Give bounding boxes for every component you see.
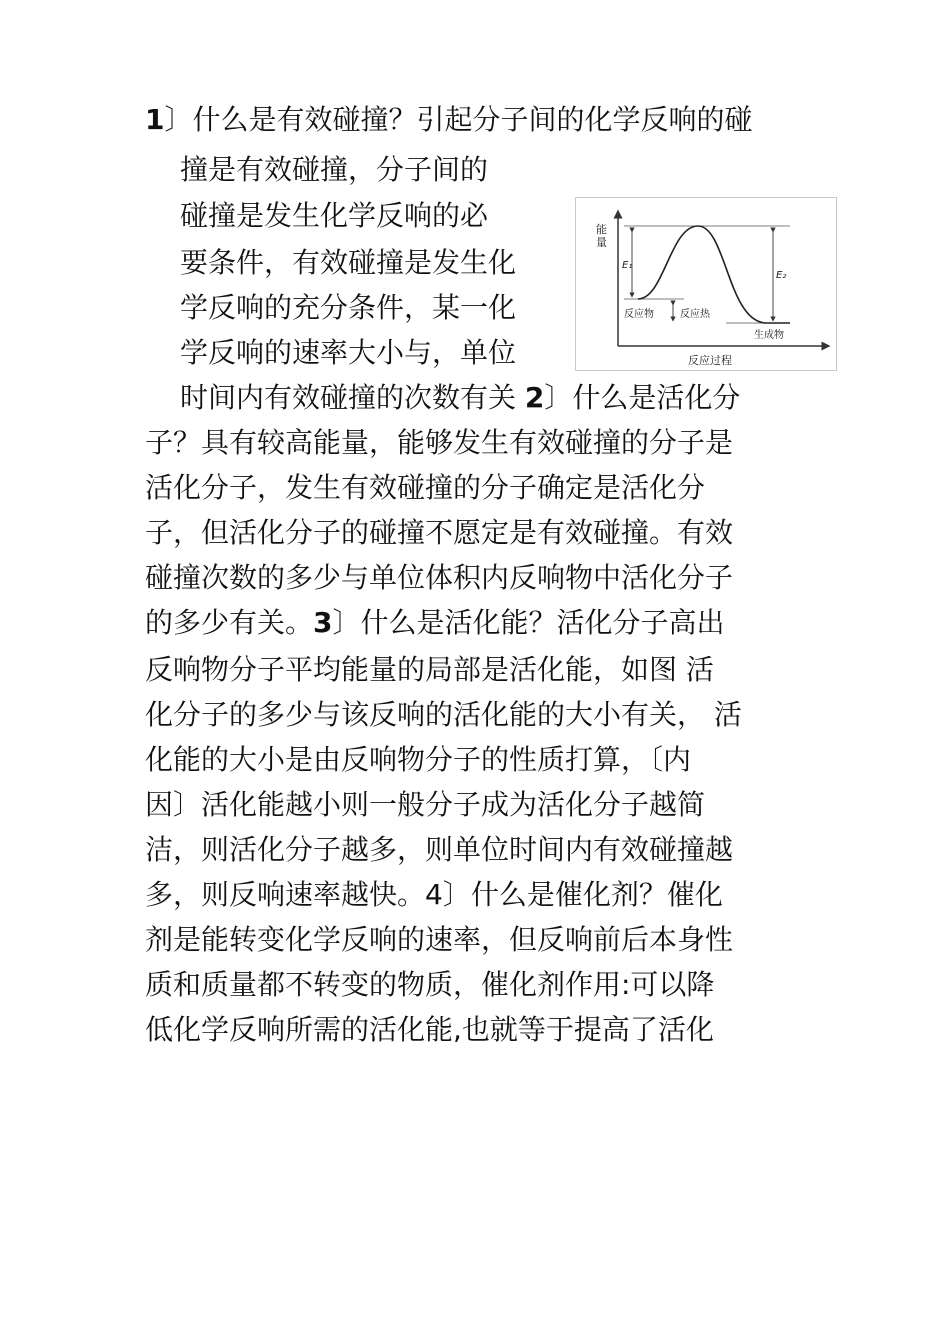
question-number: 3 xyxy=(313,606,333,639)
text-line-11: 碰撞次数的多少与单位体积内反响物中活化分子 xyxy=(145,561,734,594)
text-line-21: 低化学反响所需的活化能,也就等于提高了活化 xyxy=(145,1013,714,1046)
product-label: 生成物 xyxy=(754,330,784,341)
energy-profile-figure xyxy=(575,197,837,371)
text-line-19: 剂是能转变化学反响的速率，但反响前后本身性 xyxy=(145,923,734,956)
text-line-8: 子？具有较高能量，能够发生有效碰撞的分子是 xyxy=(145,426,734,459)
question-number: 2 xyxy=(524,381,545,414)
x-axis-label: 反应过程 xyxy=(688,354,732,367)
text-line-18: 多，则反响速率越快。4〕什么是催化剂？催化 xyxy=(145,878,723,911)
text-line-13: 反响物分子平均能量的局部是活化能，如图 活 xyxy=(145,653,714,686)
text-line-9: 活化分子，发生有效碰撞的分子确定是活化分 xyxy=(145,471,706,504)
energy-diagram xyxy=(576,198,836,370)
reactant-label: 反应物 xyxy=(624,309,654,320)
y-axis-label-2: 量 xyxy=(596,236,607,249)
text-line-20: 质和质量都不转变的物质，催化剂作用:可以降 xyxy=(145,968,715,1001)
question-number: 1 xyxy=(145,103,165,136)
text-line-5: 学反响的充分条件，某一化 xyxy=(180,291,517,324)
e2-label: E₂ xyxy=(776,270,787,281)
text-line-16: 因〕活化能越小则一般分子成为活化分子越简 xyxy=(145,788,706,821)
text-line-14: 化分子的多少与该反响的活化能的大小有关， 活 xyxy=(145,698,742,731)
heat-label: 反应热 xyxy=(680,309,710,320)
e1-label: E₁ xyxy=(622,260,633,271)
energy-curve xyxy=(638,226,790,323)
text-line-15: 化能的大小是由反响物分子的性质打算，〔内 xyxy=(145,743,692,776)
text-line-2: 撞是有效碰撞，分子间的 xyxy=(180,153,489,186)
y-axis-label-1: 能 xyxy=(596,223,607,236)
text-line-7: 时间内有效碰撞的次数有关 2〕什么是活化分 xyxy=(180,381,741,414)
text-line-12: 的多少有关。3〕什么是活化能？活化分子高出 xyxy=(145,606,725,639)
text-line-4: 要条件，有效碰撞是发生化 xyxy=(180,246,517,279)
text-line-6: 学反响的速率大小与，单位 xyxy=(180,336,517,369)
text-line-17: 洁，则活化分子越多，则单位时间内有效碰撞越 xyxy=(145,833,734,866)
text-line-3: 碰撞是发生化学反响的必 xyxy=(180,199,489,232)
text-line-10: 子，但活化分子的碰撞不愿定是有效碰撞。有效 xyxy=(145,516,734,549)
text-line-1: 1〕什么是有效碰撞？引起分子间的化学反响的碰 xyxy=(145,103,753,136)
